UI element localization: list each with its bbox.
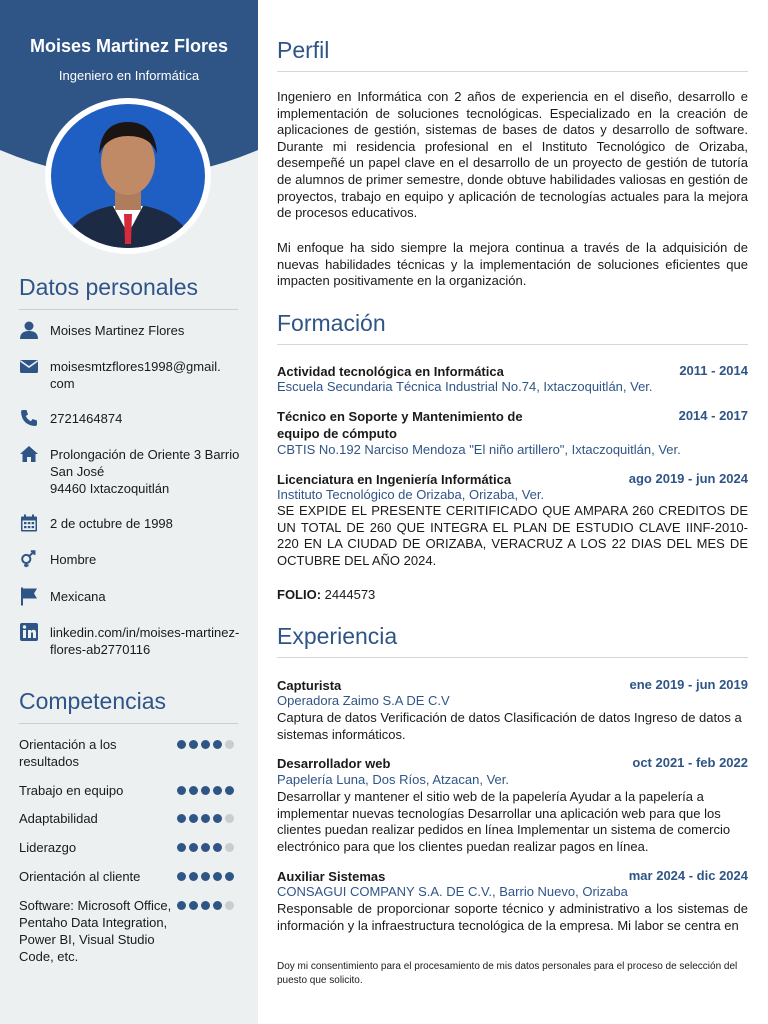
personal-address	[19, 446, 244, 497]
experience-company: Papelería Luna, Dos Ríos, Atzacan, Ver.	[277, 772, 509, 787]
gender-icon	[19, 549, 39, 569]
rating-dot-filled	[201, 901, 210, 910]
rating-dot-filled	[201, 872, 210, 881]
rating-dot-filled	[201, 843, 210, 852]
skill-label: Orientación al cliente	[19, 869, 141, 884]
education-entry-header	[277, 408, 748, 442]
phone-icon	[19, 408, 39, 428]
profile-photo	[45, 98, 211, 254]
personal-name-text: Moises Martinez Flores	[50, 323, 185, 338]
rating-dot-filled	[189, 872, 198, 881]
rating-dot-filled	[177, 740, 186, 749]
experience-entry-header	[277, 868, 748, 885]
home-icon	[19, 444, 39, 464]
experience-title: Desarrollador web	[277, 756, 391, 771]
skill-label: Trabajo en equipo	[19, 783, 124, 798]
profile-paragraph-1: Ingeniero en Informática con 2 años de experiencia en el diseño, desarrollo e implementación de soluciones tecnológicas. Especializado en la creación de aplicaciones de gestión, sistemas de bases de datos y desarrollo de software. Durante mi residencia profesional en el Instituto Tecnológico de Orizaba, desempeñé un papel clave en el desarrollo de un proyecto de gestión de tutoría de alumnos de primer semestre, donde obtuve habilidades valiosas en gestión de proyectos, trabajo en equipo y aplicación de tecnologías actuales para la mejora de procesos educativos.	[277, 89, 748, 221]
experience-description: Desarrollar y mantener el sitio web de la papelería Ayudar a la papelería a implementar nuevas tecnologías Desarrollar una aplicación web para que los clientes puedan realizar pedidos en línea Implementar un sistema de comercio electrónico para que los clientes puedan realizar pagos en línea.	[277, 789, 731, 854]
avatar	[51, 104, 205, 248]
experience-company: Operadora Zaimo S.A DE C.V	[277, 693, 450, 708]
experience-date: mar 2024 - dic 2024	[628, 868, 748, 883]
personal-gender-text: Hombre	[50, 552, 97, 567]
education-entry-header	[277, 363, 748, 380]
envelope-icon	[19, 356, 39, 376]
education-section-title: Formación	[277, 310, 386, 336]
experience-description: Captura de datos Verificación de datos Clasificación de datos Ingreso de datos a sistemas informáticos.	[277, 710, 742, 742]
education-title: Licenciatura en Ingeniería Informática	[277, 472, 512, 487]
education-school: Escuela Secundaria Técnica Industrial No.74, Ixtaczoquitlán, Ver.	[277, 379, 653, 394]
rating-dot-filled	[213, 872, 222, 881]
profile-paragraph-2: Mi enfoque ha sido siempre la mejora continua a través de la adquisición de nuevas habilidades técnicas y la implementación de soluciones eficientes que impacten positivamente en la organización.	[277, 240, 748, 289]
personal-linkedin	[19, 624, 244, 658]
personal-nationality	[19, 588, 244, 606]
rating-dot-filled	[189, 901, 198, 910]
rating-dot-empty	[225, 843, 234, 852]
rating-dot-filled	[213, 843, 222, 852]
divider	[19, 309, 238, 310]
skill-rating	[177, 901, 237, 910]
rating-dot-filled	[177, 901, 186, 910]
candidate-role: Ingeniero en Informática	[58, 68, 200, 83]
rating-dot-filled	[213, 814, 222, 823]
personal-data-title: Datos personales	[19, 274, 198, 300]
personal-phone-text: 2721464874	[50, 411, 123, 426]
education-title: Técnico en Soporte y Mantenimiento de equipo de cómputo	[277, 409, 523, 441]
skill-label: Liderazgo	[19, 840, 77, 855]
divider	[19, 723, 238, 724]
person-icon	[19, 320, 39, 340]
education-school: Instituto Tecnológico de Orizaba, Orizaba, Ver.	[277, 487, 545, 502]
education-school: CBTIS No.192 Narciso Mendoza "El niño artillero", Ixtaczoquitlán, Ver.	[277, 442, 681, 457]
experience-section-title: Experiencia	[277, 623, 398, 649]
personal-birthdate	[19, 515, 244, 533]
experience-company: CONSAGUI COMPANY S.A. DE C.V., Barrio Nuevo, Orizaba	[277, 884, 628, 899]
rating-dot-filled	[201, 814, 210, 823]
divider	[277, 71, 748, 72]
skill-rating	[177, 843, 237, 852]
experience-date: oct 2021 - feb 2022	[632, 755, 748, 770]
divider	[277, 344, 748, 345]
rating-dot-filled	[225, 872, 234, 881]
education-entry-header	[277, 471, 748, 488]
skill-rating	[177, 740, 237, 749]
skills-title: Competencias	[19, 688, 167, 714]
personal-linkedin-text[interactable]: linkedin.com/in/moises-martinez- flores-ab2770116	[50, 625, 240, 657]
experience-entry-header	[277, 755, 748, 772]
experience-description: Responsable de proporcionar soporte técnico y administrativo a los sistemas de información y la infraestructura tecnológica de la empresa. Mi labor se centra en	[277, 901, 748, 933]
rating-dot-filled	[189, 786, 198, 795]
personal-address-text: Prolongación de Oriente 3 Barrio San José 94460 Ixtaczoquitlán	[50, 447, 240, 496]
calendar-icon	[19, 513, 39, 533]
experience-entry-header	[277, 677, 748, 694]
sidebar	[0, 0, 258, 1024]
skill-rating	[177, 786, 237, 795]
education-date: 2011 - 2014	[679, 363, 748, 378]
skill-label: Adaptabilidad	[19, 811, 98, 826]
skill-rating	[177, 872, 237, 881]
personal-email	[19, 358, 244, 392]
skill-item	[19, 839, 241, 856]
rating-dot-filled	[189, 843, 198, 852]
rating-dot-filled	[213, 740, 222, 749]
personal-birthdate-text: 2 de octubre de 1998	[50, 516, 173, 531]
rating-dot-empty	[225, 740, 234, 749]
skill-item	[19, 810, 241, 827]
rating-dot-filled	[213, 901, 222, 910]
folio-label: FOLIO:	[277, 587, 322, 602]
personal-nationality-text: Mexicana	[50, 589, 106, 604]
folio-value: 2444573	[324, 587, 376, 602]
rating-dot-empty	[225, 901, 234, 910]
skill-item	[19, 736, 241, 770]
rating-dot-filled	[177, 843, 186, 852]
rating-dot-filled	[189, 814, 198, 823]
folio	[277, 587, 375, 602]
education-description: SE EXPIDE EL PRESENTE CERITIFICADO QUE AMPARA 260 CREDITOS DE UN TOTAL DE 260 QUE INTEGRA EL PLAN DE ESTUDIO CLAVE IINF-2010-220 EN LA CIUDAD DE ORIZABA, VERACRUZ A LOS 22 DIAS DEL MES DE OCTUBRE DEL AÑO 2024.	[277, 503, 748, 568]
personal-email-text[interactable]: moisesmtzflores1998@gmail. com	[50, 359, 221, 391]
rating-dot-filled	[201, 786, 210, 795]
experience-title: Capturista	[277, 678, 342, 693]
rating-dot-filled	[177, 786, 186, 795]
skill-label: Software: Microsoft Office, Pentaho Data Integration, Power BI, Visual Studio Code, etc.	[19, 898, 172, 964]
skill-item	[19, 868, 241, 885]
rating-dot-empty	[225, 814, 234, 823]
education-title: Actividad tecnológica en Informática	[277, 364, 504, 379]
flag-icon	[19, 586, 39, 606]
education-date: ago 2019 - jun 2024	[628, 471, 748, 486]
rating-dot-filled	[177, 872, 186, 881]
skill-item	[19, 782, 241, 799]
rating-dot-filled	[177, 814, 186, 823]
skill-rating	[177, 814, 237, 823]
personal-gender	[19, 551, 244, 569]
rating-dot-filled	[225, 786, 234, 795]
profile-section-title: Perfil	[277, 37, 330, 63]
candidate-name: Moises Martinez Flores	[29, 36, 229, 56]
rating-dot-filled	[201, 740, 210, 749]
personal-name	[19, 322, 244, 340]
experience-date: ene 2019 - jun 2019	[629, 677, 748, 692]
consent-note: Doy mi consentimiento para el procesamiento de mis datos personales para el proceso de selección del puesto que solicito.	[277, 961, 738, 986]
skill-item	[19, 897, 241, 965]
linkedin-icon	[19, 622, 39, 642]
experience-title: Auxiliar Sistemas	[277, 869, 386, 884]
divider	[277, 657, 748, 658]
skill-label: Orientación a los resultados	[19, 737, 117, 769]
education-date: 2014 - 2017	[678, 408, 748, 423]
personal-phone	[19, 410, 244, 428]
rating-dot-filled	[189, 740, 198, 749]
rating-dot-filled	[213, 786, 222, 795]
